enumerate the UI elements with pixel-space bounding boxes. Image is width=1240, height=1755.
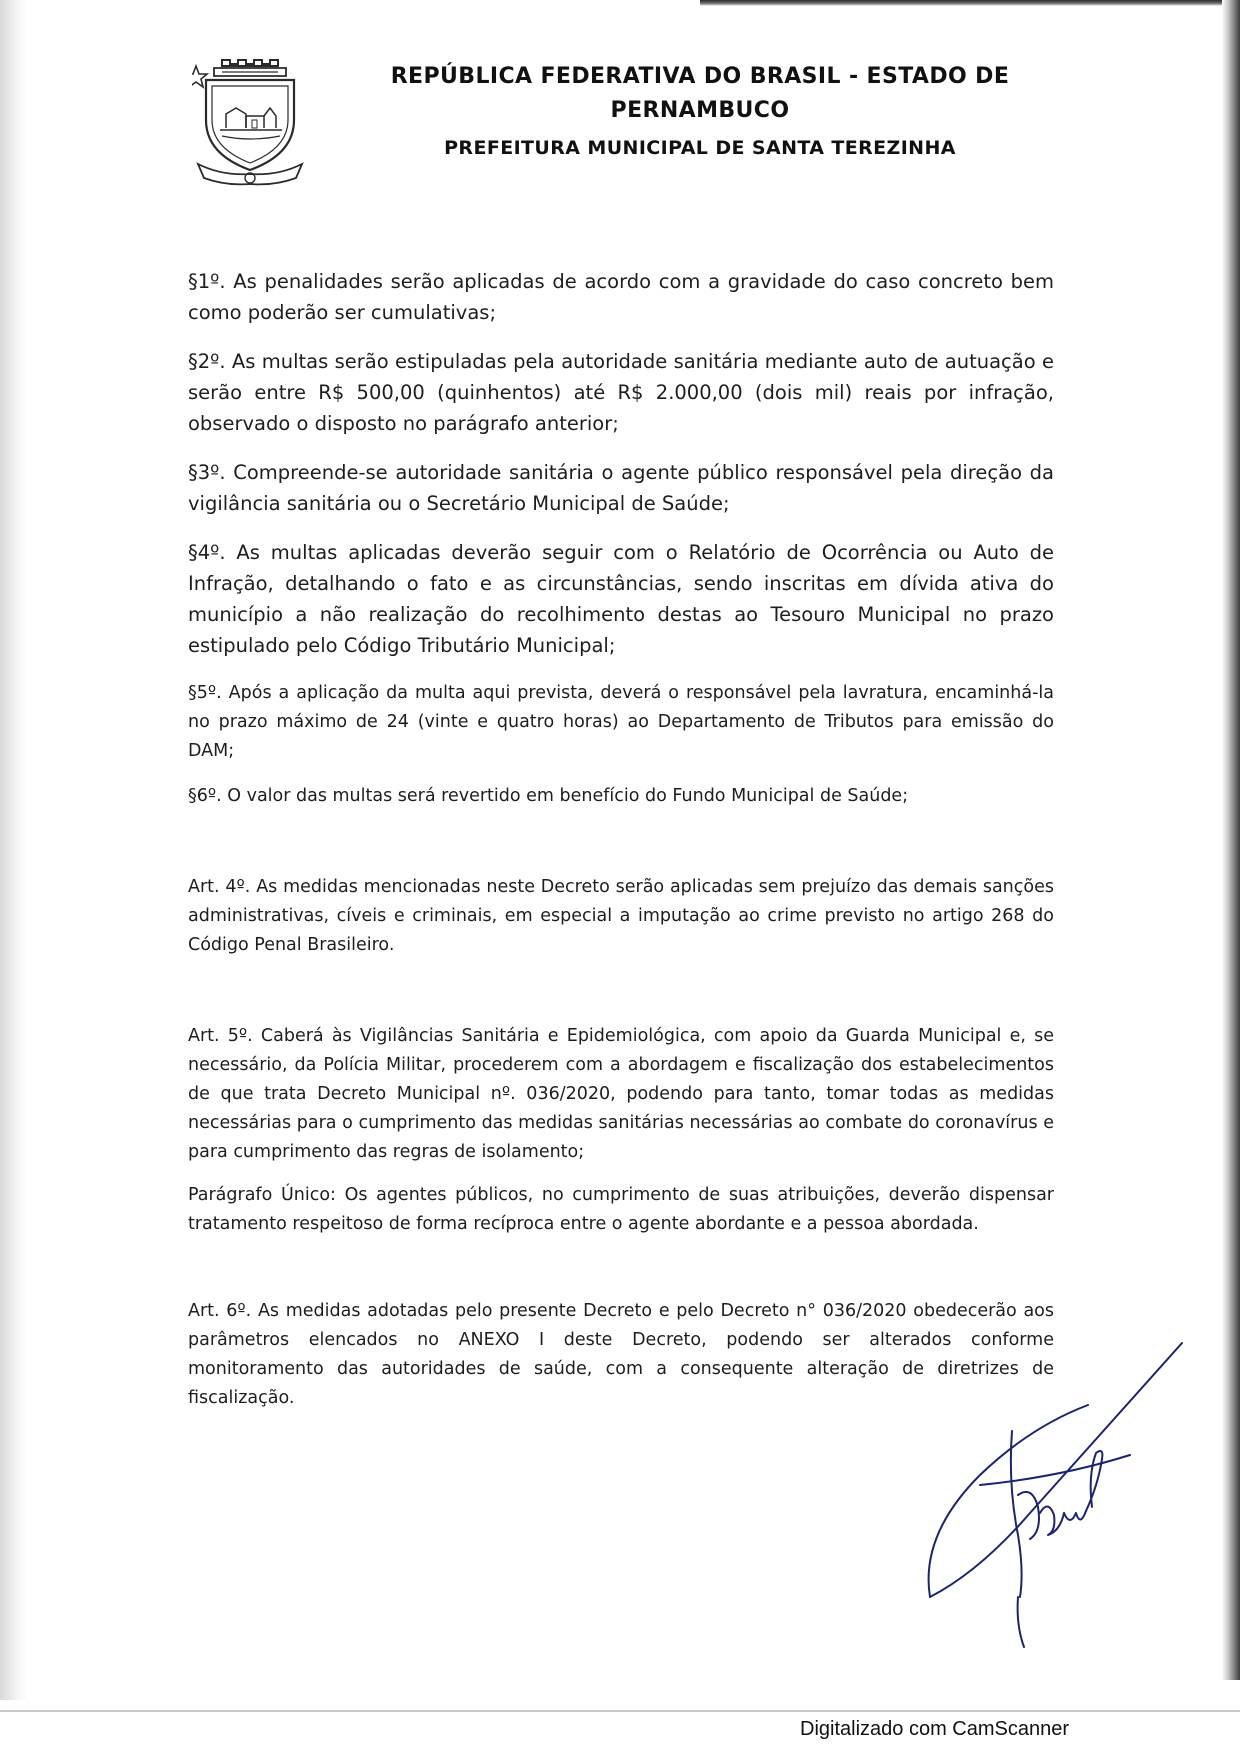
document-header xyxy=(360,60,1040,168)
article-5-sole-paragraph: Parágrafo Único: Os agentes públicos, no cumprimento de suas atribuições, deverão dispensar tratamento respeitoso de forma recíproca entre o agente abordante e a pessoa abordada. xyxy=(188,1185,1054,1234)
page-bottom-edge xyxy=(0,1710,1240,1712)
header-state-line: PERNAMBUCO xyxy=(610,98,790,123)
handwritten-signature-icon xyxy=(920,1335,1190,1655)
scanner-watermark: Digitalizado com CamScanner xyxy=(800,1718,1070,1740)
article-6: Art. 6º. As medidas adotadas pelo presente Decreto e pelo Decreto n° 036/2020 obedecerão aos parâmetros elencados no ANEXO I deste Decreto, podendo ser alterados conforme monitoramento das autoridades de saúde, com a consequente alteração de diretrizes de fiscalização. xyxy=(188,1301,1054,1408)
paragraph-4: §4º. As multas aplicadas deverão seguir com o Relatório de Ocorrência ou Auto de Infração, detalhando o fato e as circunstâncias, sendo inscritas em dívida ativa do município a não realização do recolhimento destas ao Tesouro Municipal no prazo estipulado pelo Código Tributário Municipal; xyxy=(188,541,1054,657)
scan-shadow-top xyxy=(700,0,1240,6)
paragraph-3: §3º. Compreende-se autoridade sanitária o agente público responsável pela direção da vigilância sanitária ou o Secretário Municipal de Saúde; xyxy=(188,461,1054,515)
document-body xyxy=(188,266,1054,1413)
header-prefecture-line: PREFEITURA MUNICIPAL DE SANTA TEREZINHA xyxy=(444,137,956,159)
paragraph-6: §6º. O valor das multas será revertido em benefício do Fundo Municipal de Saúde; xyxy=(188,786,909,806)
header-republic-line: REPÚBLICA FEDERATIVA DO BRASIL - ESTADO DE xyxy=(390,64,1010,89)
article-5: Art. 5º. Caberá às Vigilâncias Sanitária e Epidemiológica, com apoio da Guarda Municipal e, se necessário, da Polícia Militar, procederem com a abordagem e fiscalização dos estabelecimentos de que trata Decreto Municipal nº. 036/2020, podendo para tanto, tomar todas as medidas necessárias para o cumprimento das medidas sanitárias necessárias ao combate do coronavírus e para cumprimento das regras de isolamento; xyxy=(188,1026,1054,1162)
scan-shadow-left xyxy=(0,0,28,1700)
municipal-coat-of-arms-icon xyxy=(192,50,324,186)
paragraph-2: §2º. As multas serão estipuladas pela autoridade sanitária mediante auto de autuação e serão entre R$ 500,00 (quinhentos) até R$ 2.000,00 (dois mil) reais por infração, observado o disposto no parágrafo anterior; xyxy=(188,350,1054,435)
paragraph-1: §1º. As penalidades serão aplicadas de acordo com a gravidade do caso concreto bem como poderão ser cumulativas; xyxy=(188,270,1054,324)
scan-shadow-right xyxy=(1222,0,1240,1680)
article-4: Art. 4º. As medidas mencionadas neste Decreto serão aplicadas sem prejuízo das demais sanções administrativas, cíveis e criminais, em especial a imputação ao crime previsto no artigo 268 do Código Penal Brasileiro. xyxy=(188,877,1054,955)
paragraph-5: §5º. Após a aplicação da multa aqui prevista, deverá o responsável pela lavratura, encaminhá-la no prazo máximo de 24 (vinte e quatro horas) ao Departamento de Tributos para emissão do DAM; xyxy=(188,683,1054,761)
